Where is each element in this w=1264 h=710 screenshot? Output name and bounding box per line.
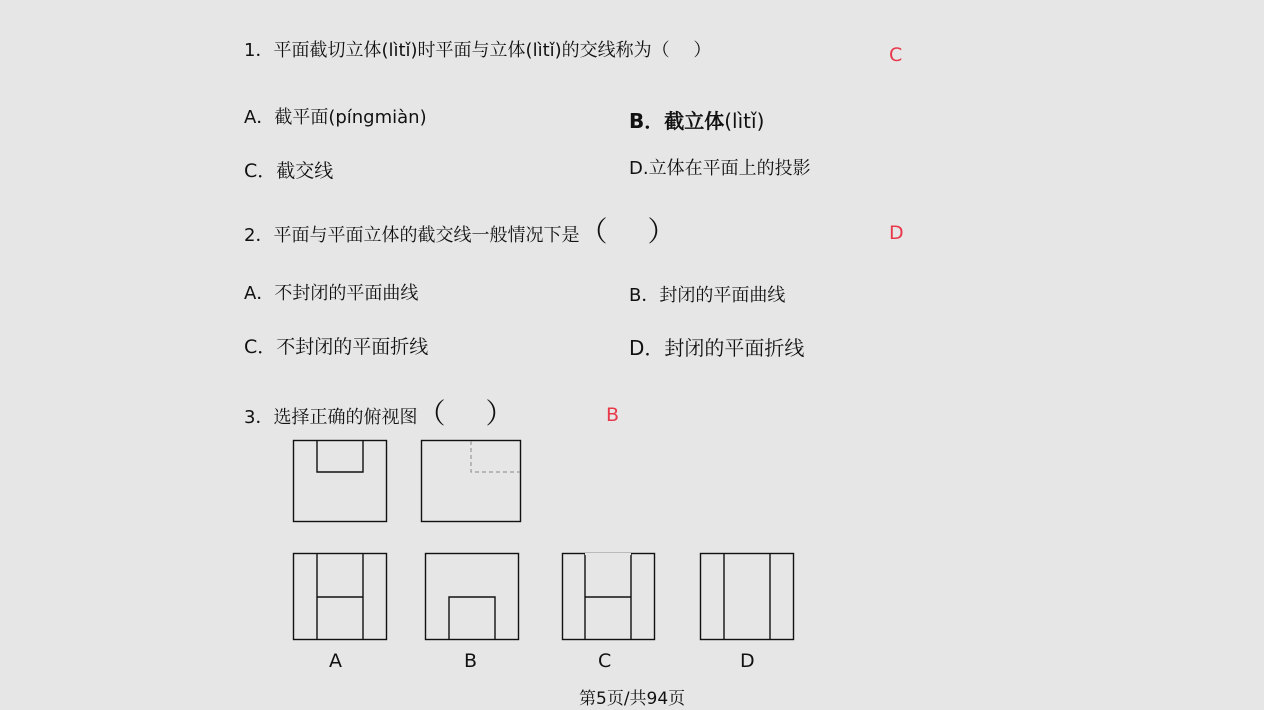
q3-option-label-a: A	[329, 650, 342, 672]
option-c-view	[563, 554, 655, 640]
q3-option-label-c: C	[598, 650, 612, 672]
option-a-view	[294, 554, 387, 640]
q1-option-d: D.立体在平面上的投影	[629, 158, 811, 179]
q2-option-d: D．封闭的平面折线	[629, 336, 805, 360]
q1-option-b-text: 截立体	[664, 109, 725, 133]
q1-stem: 1．平面截切立体(lìtǐ)时平面与立体(lìtǐ)的交线称为（ ）	[244, 40, 712, 61]
q2-paren-open: （	[579, 215, 608, 248]
q3-option-label-d: D	[740, 650, 755, 672]
side-view	[422, 441, 521, 522]
q2-answer: D	[889, 222, 904, 244]
option-b-view	[426, 554, 519, 640]
q3-paren-close: ）	[485, 397, 514, 430]
q1-option-c: C．截交线	[244, 160, 334, 182]
q3-paren-open: （	[417, 397, 446, 430]
q2-option-c: C．不封闭的平面折线	[244, 336, 429, 358]
q1-option-b-prefix: B．	[629, 109, 665, 133]
q2-paren-close: ）	[647, 215, 676, 248]
option-d-view	[701, 554, 794, 640]
q1-answer: C	[889, 44, 903, 66]
q1-option-b-suffix: (lìtǐ)	[724, 109, 765, 133]
page-footer: 第5页/共94页	[579, 689, 686, 709]
q3-answer: B	[606, 404, 620, 426]
q1-option-a: A．截平面(píngmiàn)	[244, 107, 427, 128]
front-view	[294, 441, 387, 522]
q2-stem-text: 2．平面与平面立体的截交线一般情况下是	[244, 225, 580, 246]
q3-option-label-b: B	[464, 650, 478, 672]
q2-option-a: A．不封闭的平面曲线	[244, 283, 419, 304]
q2-option-b: B．封闭的平面曲线	[629, 285, 786, 306]
q3-stem-text: 3．选择正确的俯视图	[244, 407, 418, 428]
